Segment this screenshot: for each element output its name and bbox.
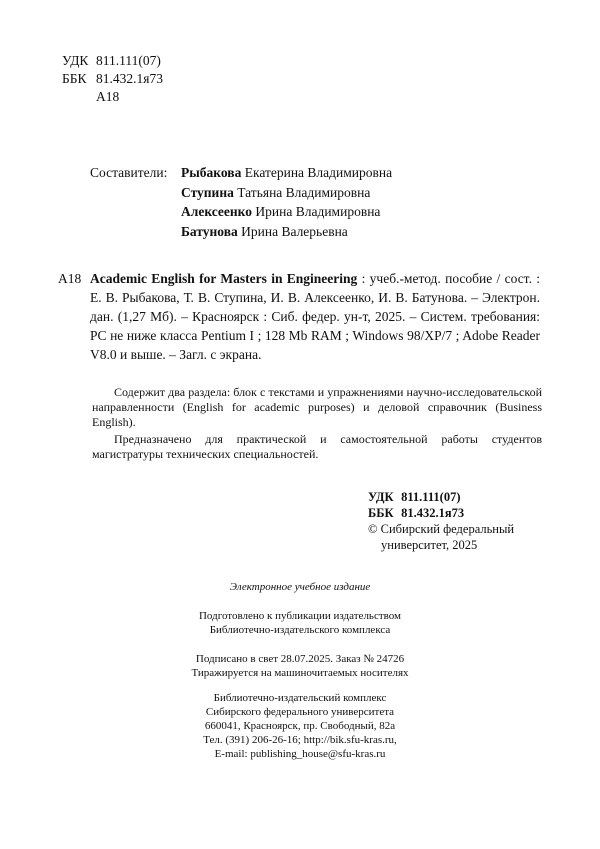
- replicated-line: Тиражируется на машиночитаемых носителях: [191, 667, 409, 679]
- copyright-line: © Сибирский федеральный: [368, 522, 515, 536]
- compilers-block: [90, 163, 392, 241]
- biblio-details: : учеб.-метод. пособие / сост. : Е. В. Рыбакова, Т. В. Ступина, И. В. Алексеенко, И. В. Батунова. – Электрон. дан. (1,27 Мб). – Красноярск : Сиб. федер. ун-т, 2025. – Систем. требования: PC не ниже класса Pentium I ; 128 Mb RAM ; Windows 98/XP/7 ; Adobe Reader V8.0 и выше. – Загл. с экрана.: [90, 271, 540, 362]
- compiler-row: [90, 183, 392, 203]
- bbk-label: ББК: [62, 71, 87, 86]
- udk-label: УДК: [368, 490, 394, 504]
- compiler-surname: Алексеенко: [181, 204, 253, 219]
- compiler-name: Татьяна Владимировна: [237, 184, 371, 200]
- prepared-by: [60, 609, 540, 637]
- compiler-name: Екатерина Владимировна: [244, 165, 393, 180]
- address-line: 660041, Красноярск, пр. Свободный, 82а: [204, 720, 396, 732]
- bbk-value: 81.432.1я73: [401, 506, 465, 520]
- bibliographic-record: [58, 269, 540, 364]
- email-line[interactable]: E-mail: publishing_house@sfu-kras.ru: [214, 748, 386, 760]
- udk-label: УДК: [62, 53, 89, 68]
- publisher-info: [60, 691, 540, 761]
- classification-codes-bottom: [368, 489, 464, 521]
- classification-codes: [62, 52, 163, 106]
- bbk-label: ББК: [368, 506, 394, 520]
- compiler-surname: Батунова: [181, 223, 238, 239]
- bbk-row: [62, 70, 163, 88]
- annotation-paragraph: Предназначено для практической и самостоятельной работы студентов магистратуры технических специальностей.: [92, 431, 542, 461]
- publisher-line: Сибирского федерального университета: [205, 706, 395, 718]
- publication-info: [60, 652, 540, 680]
- compiler-row: [90, 222, 392, 242]
- udk-value: 811.111(07): [401, 490, 461, 504]
- publisher-line: Библиотечно-издательский комплекс: [213, 692, 387, 704]
- edition-type: Электронное учебное издание: [229, 581, 371, 593]
- compiler-surname: Рыбакова: [181, 165, 242, 180]
- compiler-row: [90, 202, 392, 222]
- annotation-paragraph: Содержит два раздела: блок с текстами и упражнениями научно-исследовательской направленности (English for academic purposes) и деловой справочник (Business English).: [92, 385, 542, 430]
- udk-value: 811.111(07): [96, 53, 161, 68]
- prepared-line: Подготовлено к публикации издательством: [198, 610, 402, 622]
- annotation: [92, 385, 542, 462]
- compiler-row: [90, 163, 392, 183]
- compilers-label: Составители:: [90, 165, 168, 180]
- compiler-surname: Ступина: [181, 184, 234, 200]
- author-mark: А18: [96, 89, 120, 104]
- prepared-line: Библиотечно-издательского комплекса: [209, 624, 391, 636]
- bbk-row: [368, 505, 464, 521]
- compiler-name: Ирина Валерьевна: [241, 223, 348, 239]
- book-title: Academic English for Masters in Engineering: [90, 271, 358, 286]
- compiler-name: Ирина Владимировна: [255, 204, 381, 219]
- biblio-text: [90, 269, 540, 364]
- bbk-value: 81.432.1я73: [96, 71, 163, 86]
- udk-row: [62, 52, 163, 70]
- udk-row: [368, 489, 464, 505]
- phone-line[interactable]: Тел. (391) 206-26-16; http://bik.sfu-kras.ru,: [203, 734, 397, 746]
- biblio-code: А18: [58, 271, 82, 286]
- copyright: [368, 521, 514, 553]
- signed-line: Подписано в свет 28.07.2025. Заказ № 24726: [195, 653, 405, 665]
- copyright-line: университет, 2025: [381, 538, 478, 552]
